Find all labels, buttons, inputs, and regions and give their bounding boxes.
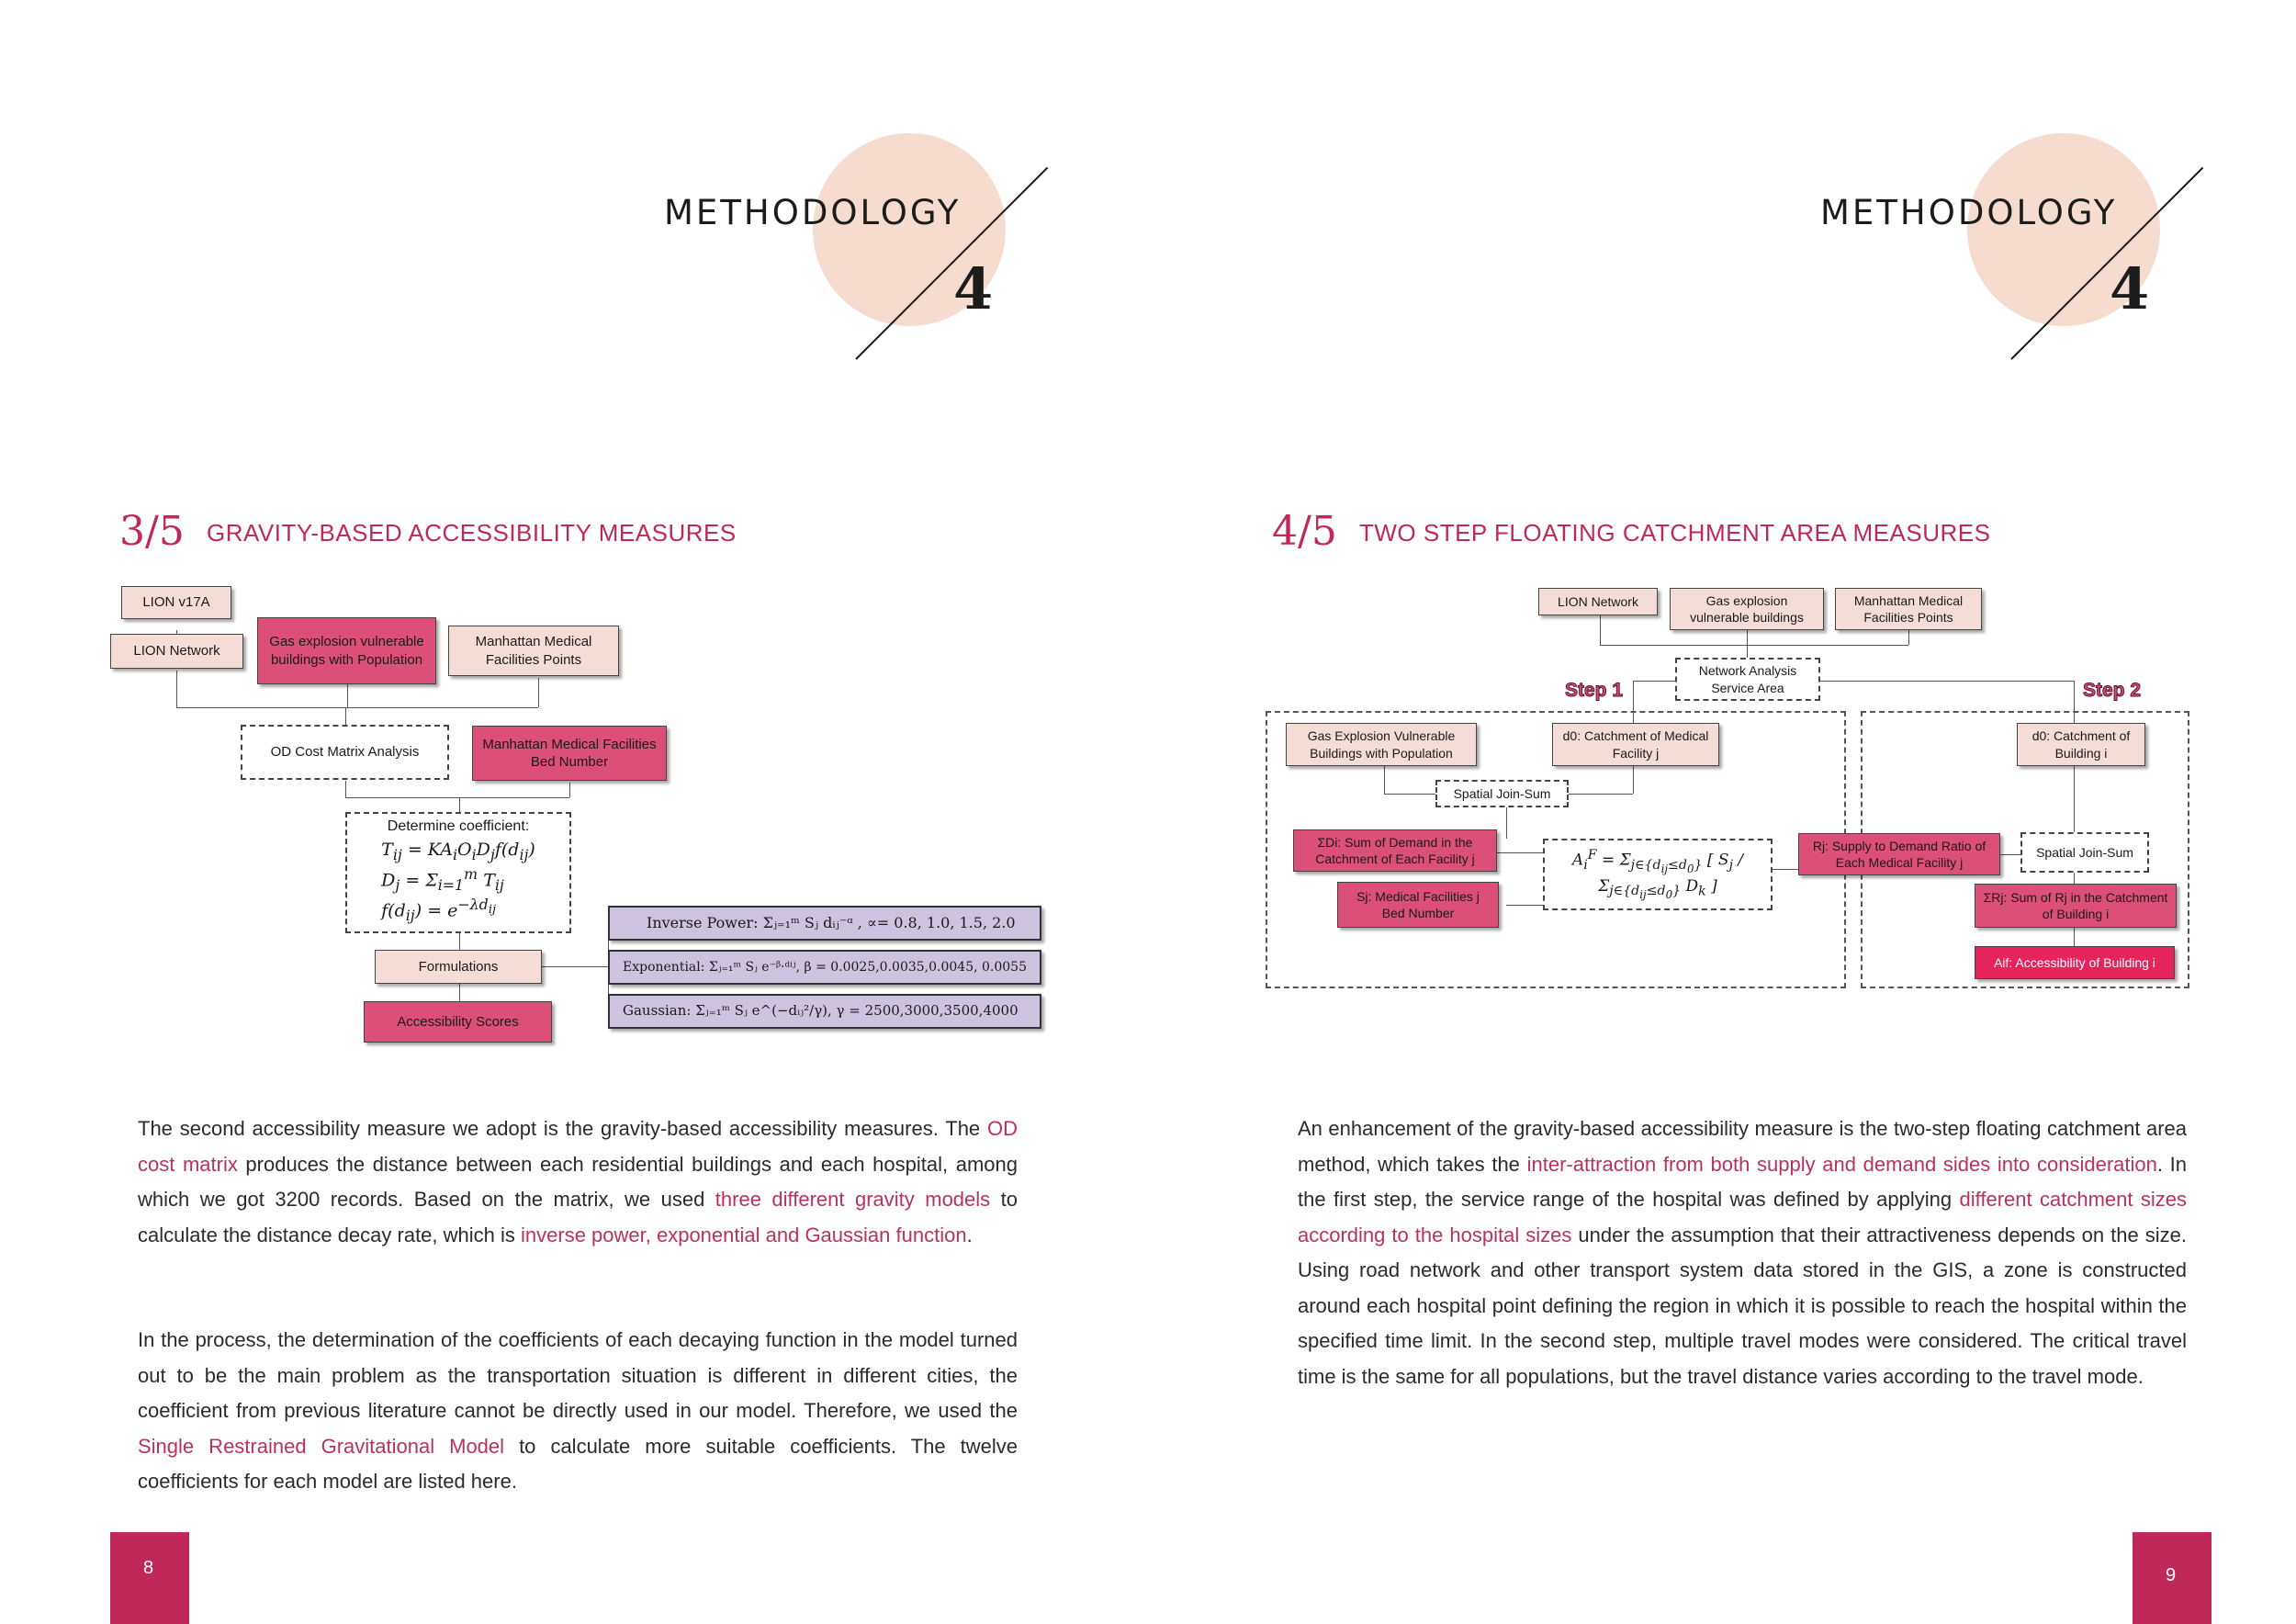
formulations-box: Formulations <box>375 950 542 984</box>
gaussian-box: Gaussian: Σⱼ₌₁ᵐ Sⱼ e^(−dᵢⱼ²/γ), γ = 2500,3000,3500,4000 <box>608 994 1041 1029</box>
connector <box>1747 630 1748 645</box>
aif-box: Aif: Accessibility of Building i <box>1975 946 2175 979</box>
page-number: 8 <box>143 1558 154 1578</box>
spatial-join-sum-box: Spatial Join-Sum <box>2020 832 2149 873</box>
sum-demand-box: ΣDi: Sum of Demand in the Catchment of Each Facility j <box>1293 829 1497 872</box>
page-number: 9 <box>2166 1565 2177 1585</box>
bed-number-box: Manhattan Medical Facilities Bed Number <box>472 726 667 781</box>
section-number: 3/5 <box>119 508 185 555</box>
section-title: TWO STEP FLOATING CATCHMENT AREA MEASURES <box>1359 519 1991 547</box>
od-matrix-box: OD Cost Matrix Analysis <box>241 725 449 780</box>
step2-label: Step 2 <box>2083 680 2142 701</box>
connector <box>345 781 346 797</box>
connector <box>1820 681 2074 682</box>
rj-ratio-box: Rj: Supply to Demand Ratio of Each Medical Facility j <box>1798 833 2000 875</box>
section-number: 4/5 <box>1272 508 1337 555</box>
connector <box>1747 645 1748 658</box>
connector <box>345 707 346 726</box>
connector <box>459 933 460 950</box>
body-paragraph: In the process, the determination of the coefficients of each decaying function in the model turned out to be the main problem as the transportation situation is different in different cities, the coefficient from previous literature cannot be directly used in our model. Therefore, we used the Single Restrained Gravitational Model to calculate more suitable coefficients. The twelve coefficients for each model are listed here. <box>138 1328 1018 1493</box>
2sfca-formula-box <box>1543 839 1773 910</box>
service-area-box: Network Analysis Service Area <box>1675 658 1820 701</box>
page-number-tab <box>2133 1532 2212 1624</box>
2sfca-formula: $A_i^F = \Sigma_{j\in\{d_{ij}\le d_0\}}$ [ $S_j / \Sigma_{j\in\{d_{ij}\le d_0\}}$ $D_k$ ] <box>1571 847 1744 902</box>
gas-population-box: Gas Explosion Vulnerable Buildings with Population <box>1286 723 1477 766</box>
gas-buildings-box: Gas explosion vulnerable buildings <box>1670 588 1824 630</box>
page-title: METHODOLOGY <box>1820 193 2118 232</box>
page-title: METHODOLOGY <box>664 193 962 232</box>
body-paragraph: An enhancement of the gravity-based accessibility measure is the two-step floating catchment area method, which takes the inter-attraction from both supply and demand sides into consideration. In the first step, the service range of the hospital was defined by applying different catchment sizes according to the hospital sizes under the assumption that their attractiveness depends on the size. Using road network and other transport system data stored in the GIS, a zone is constructed around each hospital point defining the region in which it is possible to reach the hospital within the specified time limit. In the second step, multiple travel modes were considered. The critical travel time is the same for all populations, but the travel distance varies according to the travel mode. <box>1298 1117 2188 1388</box>
highlight-text: OD cost matrix <box>138 1117 1018 1176</box>
connector <box>542 966 608 967</box>
connector <box>569 783 570 797</box>
connector <box>1600 615 1601 645</box>
connector <box>345 797 569 798</box>
chapter-number: 4 <box>953 255 994 322</box>
connector <box>1908 630 1909 645</box>
lion-v17a-box: LION v17A <box>121 586 231 619</box>
connector <box>1600 645 1908 646</box>
d0-building-box: d0: Catchment of Building i <box>2017 723 2145 766</box>
exponential-box: Exponential: Σⱼ₌₁ᵐ Sⱼ e⁻ᵝ·ᵈⁱʲ, β = 0.0025,0.0035,0.0045, 0.0055 <box>608 950 1041 985</box>
chapter-number: 4 <box>2110 255 2150 322</box>
highlight-text: different catchment sizes according to the hospital sizes <box>1298 1188 2187 1246</box>
gas-buildings-box: Gas explosion vulnerable buildings with Population <box>257 617 436 684</box>
highlight-text: inter-attraction from both supply and demand sides into consideration <box>1526 1152 2157 1176</box>
page-number-tab <box>110 1532 189 1624</box>
d0-facility-box: d0: Catchment of Medical Facility j <box>1552 723 1719 766</box>
connector <box>176 671 177 707</box>
connector <box>176 707 538 708</box>
coefficient-formula: $T_{ij} = KA_iO_iD_jf(d_{ij})$ $D_j = \Sigma_{i=1}^m$ $T_{ij}$ $f(d_{ij}) = e^{-\lambda d_{ij}}$ <box>381 839 535 925</box>
step1-label: Step 1 <box>1565 680 1624 701</box>
determine-coefficient-box <box>345 812 571 933</box>
inverse-power-box: Inverse Power: Σⱼ₌₁ᵐ Sⱼ dᵢⱼ⁻ᵅ , ∝= 0.8, 1.0, 1.5, 2.0 <box>608 906 1041 941</box>
spatial-join-sum-box: Spatial Join-Sum <box>1435 780 1569 807</box>
lion-network-box: LION Network <box>1538 588 1658 615</box>
determine-coefficient-label: Determine coefficient: <box>387 818 530 834</box>
body-paragraph: The second accessibility measure we adopt is the gravity-based accessibility measures. The OD cost matrix produces the distance between each residential buildings and each hospital, among which we got 3200 records. Based on the matrix, we used three different gravity models to calculate the distance decay rate, which is inverse power, exponential and Gaussian function. <box>138 1117 1018 1246</box>
highlight-text: three different gravity models <box>715 1188 991 1211</box>
connector <box>538 678 539 707</box>
connector <box>459 984 460 1002</box>
connector <box>347 684 348 707</box>
accessibility-scores-box: Accessibility Scores <box>364 1001 552 1043</box>
medical-points-box: Manhattan Medical Facilities Points <box>448 626 619 676</box>
connector <box>1633 681 1675 682</box>
medical-points-box: Manhattan Medical Facilities Points <box>1835 588 1982 630</box>
highlight-text: inverse power, exponential and Gaussian function <box>521 1223 967 1246</box>
sum-rj-box: ΣRj: Sum of Rj in the Catchment of Building i <box>1975 884 2177 928</box>
sj-bed-number-box: Sj: Medical Facilities j Bed Number <box>1337 882 1499 928</box>
lion-network-box: LION Network <box>110 634 243 669</box>
section-title: GRAVITY-BASED ACCESSIBILITY MEASURES <box>207 519 737 547</box>
highlight-text: Single Restrained Gravitational Model <box>138 1434 505 1458</box>
